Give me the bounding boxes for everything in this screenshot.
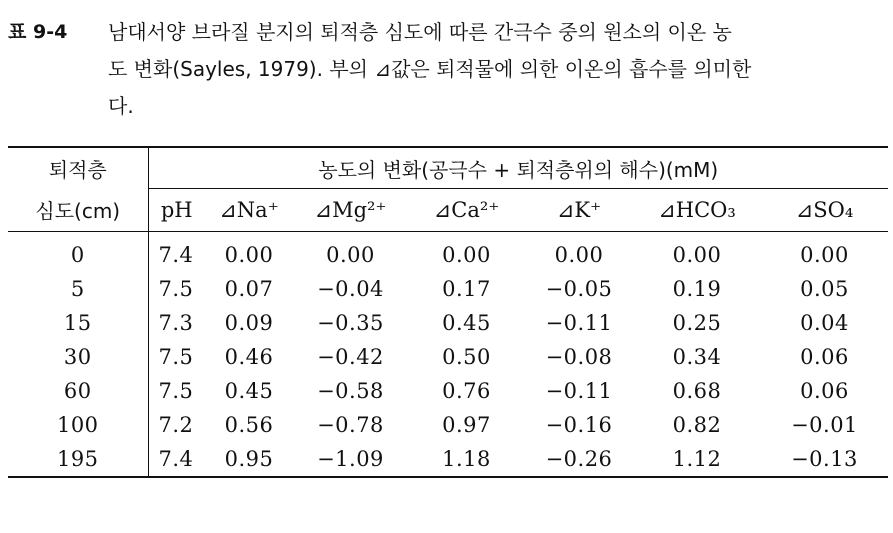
na-cell: 0.09	[224, 311, 274, 335]
depth-cell: 5	[8, 272, 148, 306]
ion-concentration-table	[8, 146, 888, 478]
k-cell: −0.26	[525, 442, 633, 477]
so4-cell: 0.00	[800, 243, 849, 267]
table-number: 표 9-4	[8, 21, 68, 43]
ca-cell: 0.17	[442, 277, 491, 301]
depth-cell: 15	[8, 306, 148, 340]
col-header-hco3: ⊿HCO₃	[633, 189, 761, 232]
mg-cell: −1.09	[293, 442, 408, 477]
table-row	[8, 272, 888, 306]
col-header-so4: ⊿SO₄	[761, 189, 888, 232]
ph-cell: 7.2	[158, 413, 194, 437]
ca-cell: 0.45	[442, 311, 491, 335]
ph-cell: 7.5	[158, 345, 194, 369]
depth-cell: 30	[8, 340, 148, 374]
hco3-cell: 0.25	[672, 311, 722, 335]
mg-cell: −0.35	[317, 311, 384, 335]
table-row	[8, 408, 888, 442]
so4-cell: 0.04	[800, 311, 849, 335]
ca-cell: 1.18	[408, 442, 525, 477]
group-header: 농도의 변화(공극수 + 퇴적층위의 해수)(mM)	[318, 157, 719, 182]
na-cell: 0.46	[224, 345, 274, 369]
ca-cell: 0.76	[442, 379, 491, 403]
na-cell: 0.56	[224, 413, 274, 437]
table-row	[8, 340, 888, 374]
depth-header-bottom: 심도(cm)	[8, 189, 148, 232]
so4-cell: −0.13	[761, 442, 888, 477]
table-row	[8, 232, 888, 273]
mg-cell: −0.78	[317, 413, 384, 437]
so4-cell: 0.06	[800, 345, 849, 369]
na-cell: 0.95	[205, 442, 293, 477]
table-row	[8, 442, 888, 477]
hco3-cell: 0.19	[672, 277, 722, 301]
mg-cell: 0.00	[326, 243, 375, 267]
header-row-group	[8, 147, 888, 189]
col-header-ca: ⊿Ca²⁺	[408, 189, 525, 232]
k-cell: −0.08	[545, 345, 613, 369]
ca-cell: 0.50	[442, 345, 491, 369]
hco3-cell: 0.34	[672, 345, 722, 369]
ph-cell: 7.4	[158, 243, 194, 267]
mg-cell: −0.42	[317, 345, 384, 369]
ca-cell: 0.00	[442, 243, 491, 267]
depth-cell: 0	[8, 232, 148, 273]
depth-header-top: 퇴적층	[8, 147, 148, 189]
ph-cell: 7.5	[158, 379, 194, 403]
na-cell: 0.45	[224, 379, 274, 403]
depth-cell: 60	[8, 374, 148, 408]
hco3-cell: 0.68	[672, 379, 722, 403]
hco3-cell: 0.82	[672, 413, 722, 437]
hco3-cell: 1.12	[633, 442, 761, 477]
k-cell: −0.11	[545, 311, 613, 335]
table-caption	[8, 14, 888, 125]
so4-cell: 0.05	[800, 277, 849, 301]
col-header-ph: pH	[148, 189, 205, 232]
ca-cell: 0.97	[442, 413, 491, 437]
header-row-columns	[8, 189, 888, 232]
ph-cell: 7.4	[148, 442, 205, 477]
caption-line-3: 다.	[108, 94, 134, 118]
mg-cell: −0.04	[317, 277, 384, 301]
caption-line-2: 도 변화(Sayles, 1979). 부의 ⊿값은 퇴적물에 의한 이온의 흡수를 의미한	[108, 57, 752, 81]
hco3-cell: 0.00	[672, 243, 722, 267]
k-cell: −0.05	[545, 277, 613, 301]
k-cell: −0.16	[545, 413, 613, 437]
ph-cell: 7.5	[158, 277, 194, 301]
k-cell: −0.11	[545, 379, 613, 403]
table-row	[8, 306, 888, 340]
col-header-mg: ⊿Mg²⁺	[293, 189, 408, 232]
table-row	[8, 374, 888, 408]
k-cell: 0.00	[554, 243, 604, 267]
mg-cell: −0.58	[317, 379, 384, 403]
na-cell: 0.07	[224, 277, 274, 301]
col-header-na: ⊿Na⁺	[205, 189, 293, 232]
depth-cell: 100	[8, 408, 148, 442]
ph-cell: 7.3	[158, 311, 194, 335]
so4-cell: −0.01	[791, 413, 858, 437]
col-header-k: ⊿K⁺	[525, 189, 633, 232]
na-cell: 0.00	[224, 243, 274, 267]
caption-line-1: 남대서양 브라질 분지의 퇴적층 심도에 따른 간극수 중의 원소의 이온 농	[108, 20, 732, 44]
so4-cell: 0.06	[800, 379, 849, 403]
depth-cell: 195	[8, 442, 148, 477]
